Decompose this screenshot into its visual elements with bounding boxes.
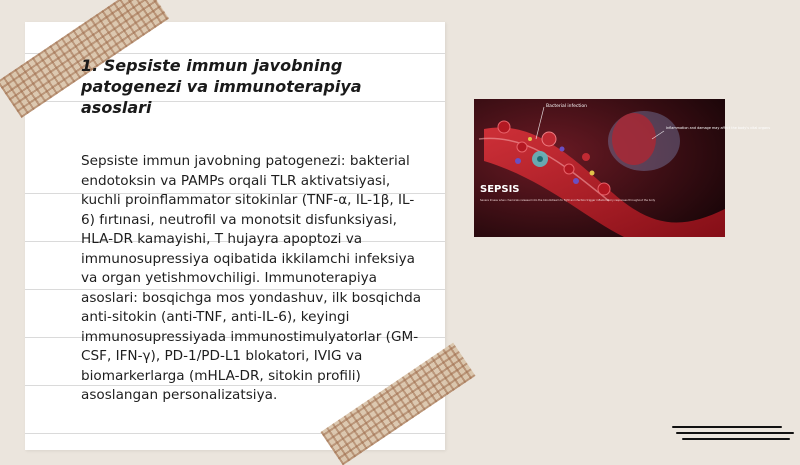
slide-body-text: Sepsiste immun javobning patogenezi: bakterial endotoksin va PAMPs orqali TLR aktivatsiyasi, kuchli proinflammator sitokinlar (TNF-α, IL-1β, IL-6) fırtınasi, neutrofil va monotsit disfunksiyasi, HLA-DR kamayishi, T hujayra apoptozi va immunosupressiya oqibatida ikkilamchi infeksiya va organ yetishmovchiligi. Immunoterapiya asoslari: bosqichga mos yondashuv, ilk bosqichda anti-sitokin (anti-TNF, anti-IL-6), keyingi immunosupressiyada immunostimulyatorlar (GM-CSF, IFN-γ), PD-1/PD-L1 blokatori, IVIG va biomarkerlarga (mHLA-DR, sitokin profili) asoslangan personalizatsiya. — [81, 153, 422, 403]
sepsis-illustration — [474, 99, 770, 237]
slide-title: 1. Sepsiste immun javobning patogenezi va immunoterapiya asoslari — [81, 56, 362, 117]
callout-bacterial-infection: Bacterial infection — [546, 104, 587, 109]
sepsis-label: SEPSIS — [480, 184, 520, 195]
sepsis-caption: Severe illness when chemicals released into the bloodstream to fight an infection trigger inflammatory responses throughout the body — [480, 199, 656, 202]
callout-inflammation: Inflammation and damage may affect the body's vital organs — [666, 126, 770, 130]
